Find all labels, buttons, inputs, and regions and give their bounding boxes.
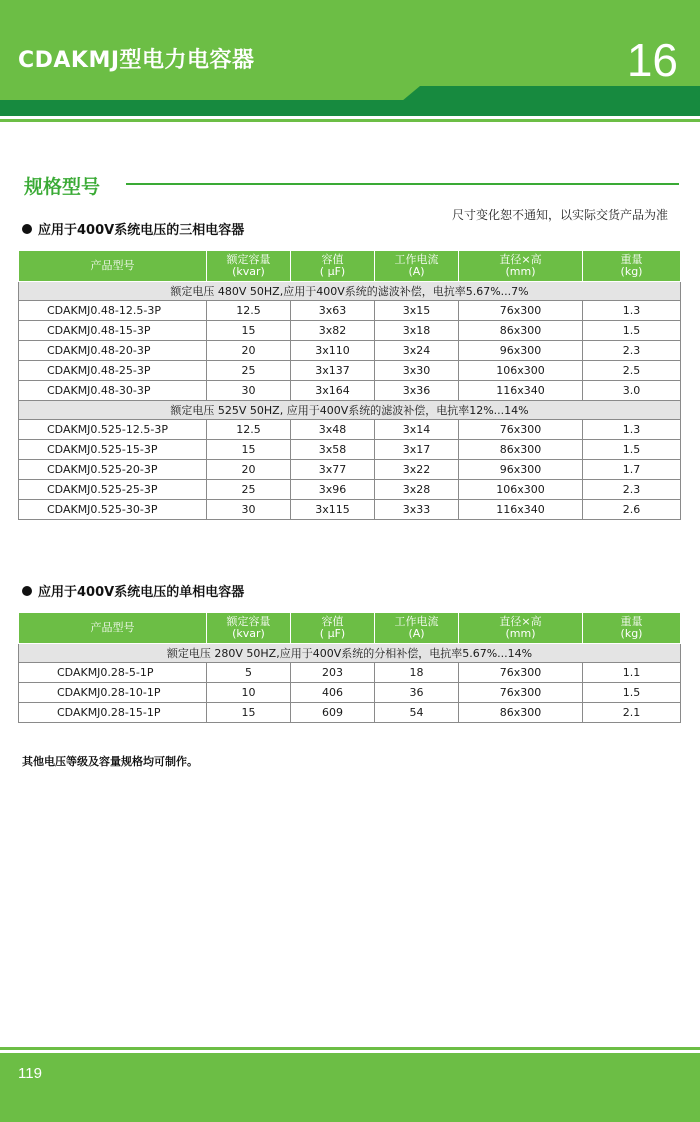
cell-current: 3x15 <box>375 301 459 321</box>
three-phase-table <box>18 250 681 520</box>
cell-current: 54 <box>375 703 459 723</box>
header-accent-band <box>0 86 700 116</box>
header-cell: 重量 (kg) <box>583 613 681 644</box>
header-cell: 工作电流 (A) <box>375 613 459 644</box>
cell-model: CDAKMJ0.48-25-3P <box>19 361 207 381</box>
section-rule <box>126 183 679 185</box>
header-divider <box>0 119 700 122</box>
group-label: 额定电压 480V 50HZ,应用于400V系统的滤波补偿，电抗率5.67%...7% <box>19 282 681 301</box>
cell-dimensions: 76x300 <box>459 420 583 440</box>
cell-current: 3x36 <box>375 381 459 401</box>
cell-current: 36 <box>375 683 459 703</box>
header-cell: 直径×高 (mm) <box>459 251 583 282</box>
cell-capacitance: 406 <box>291 683 375 703</box>
cell-dimensions: 76x300 <box>459 683 583 703</box>
table-row <box>19 381 681 401</box>
cell-capacity: 10 <box>207 683 291 703</box>
footer-divider <box>0 1047 700 1050</box>
cell-capacitance: 3x82 <box>291 321 375 341</box>
group-label: 额定电压 280V 50HZ,应用于400V系统的分相补偿，电抗率5.67%...14% <box>19 644 681 663</box>
footer-band <box>0 1053 700 1122</box>
group-label: 额定电压 525V 50HZ, 应用于400V系统的滤波补偿，电抗率12%...14% <box>19 401 681 420</box>
table-row <box>19 480 681 500</box>
table-row <box>19 361 681 381</box>
cell-weight: 3.0 <box>583 381 681 401</box>
cell-current: 3x17 <box>375 440 459 460</box>
header-cell: 工作电流 (A) <box>375 251 459 282</box>
cell-capacity: 20 <box>207 460 291 480</box>
cell-model: CDAKMJ0.28-10-1P <box>19 683 207 703</box>
cell-model: CDAKMJ0.28-5-1P <box>19 663 207 683</box>
cell-capacitance: 3x110 <box>291 341 375 361</box>
cell-weight: 2.3 <box>583 341 681 361</box>
cell-weight: 1.5 <box>583 321 681 341</box>
cell-capacitance: 3x58 <box>291 440 375 460</box>
cell-capacitance: 609 <box>291 703 375 723</box>
cell-weight: 1.3 <box>583 301 681 321</box>
cell-current: 18 <box>375 663 459 683</box>
single-phase-heading <box>22 581 244 600</box>
cell-model: CDAKMJ0.525-30-3P <box>19 500 207 520</box>
cell-current: 3x22 <box>375 460 459 480</box>
cell-model: CDAKMJ0.525-25-3P <box>19 480 207 500</box>
header-cell: 产品型号 <box>19 251 207 282</box>
table-row <box>19 703 681 723</box>
header-cell: 容值 ( μF) <box>291 613 375 644</box>
cell-capacity: 25 <box>207 361 291 381</box>
cell-current: 3x28 <box>375 480 459 500</box>
cell-dimensions: 86x300 <box>459 440 583 460</box>
cell-model: CDAKMJ0.525-20-3P <box>19 460 207 480</box>
cell-current: 3x18 <box>375 321 459 341</box>
disclaimer-note: 尺寸变化恕不通知，以实际交货产品为准 <box>452 208 669 222</box>
header-cell: 重量 (kg) <box>583 251 681 282</box>
three-phase-heading <box>22 219 244 238</box>
cell-model: CDAKMJ0.525-15-3P <box>19 440 207 460</box>
footnote: 其他电压等级及容量规格均可制作。 <box>22 755 198 768</box>
cell-dimensions: 86x300 <box>459 321 583 341</box>
cell-dimensions: 116x340 <box>459 381 583 401</box>
cell-capacitance: 3x164 <box>291 381 375 401</box>
cell-capacitance: 3x137 <box>291 361 375 381</box>
cell-weight: 2.6 <box>583 500 681 520</box>
header-cell: 额定容量 (kvar) <box>207 251 291 282</box>
bullet-icon <box>22 586 32 596</box>
cell-dimensions: 96x300 <box>459 460 583 480</box>
page-title: CDAKMJ型电力电容器 <box>18 48 255 73</box>
cell-dimensions: 76x300 <box>459 301 583 321</box>
three-phase-title: 应用于400V系统电压的三相电容器 <box>38 223 245 238</box>
cell-capacity: 12.5 <box>207 301 291 321</box>
page-number: 119 <box>18 1065 42 1082</box>
table-header-row <box>19 613 681 644</box>
cell-capacity: 25 <box>207 480 291 500</box>
chapter-number: 16 <box>626 34 678 86</box>
cell-weight: 2.3 <box>583 480 681 500</box>
cell-capacitance: 3x48 <box>291 420 375 440</box>
group-row <box>19 644 681 663</box>
table-row <box>19 420 681 440</box>
header-cell: 容值 ( μF) <box>291 251 375 282</box>
cell-dimensions: 96x300 <box>459 341 583 361</box>
cell-dimensions: 106x300 <box>459 480 583 500</box>
cell-capacitance: 3x115 <box>291 500 375 520</box>
cell-model: CDAKMJ0.48-12.5-3P <box>19 301 207 321</box>
single-phase-table <box>18 612 681 723</box>
cell-dimensions: 76x300 <box>459 663 583 683</box>
header-cell: 产品型号 <box>19 613 207 644</box>
cell-capacity: 12.5 <box>207 420 291 440</box>
cell-weight: 1.7 <box>583 460 681 480</box>
cell-weight: 2.5 <box>583 361 681 381</box>
cell-capacity: 15 <box>207 440 291 460</box>
cell-model: CDAKMJ0.525-12.5-3P <box>19 420 207 440</box>
cell-weight: 1.3 <box>583 420 681 440</box>
cell-model: CDAKMJ0.28-15-1P <box>19 703 207 723</box>
group-row <box>19 282 681 301</box>
table-row <box>19 500 681 520</box>
section-title: 规格型号 <box>24 176 101 198</box>
table-row <box>19 663 681 683</box>
cell-capacitance: 203 <box>291 663 375 683</box>
table-row <box>19 321 681 341</box>
header-cell: 额定容量 (kvar) <box>207 613 291 644</box>
cell-capacity: 15 <box>207 321 291 341</box>
cell-current: 3x33 <box>375 500 459 520</box>
table-row <box>19 341 681 361</box>
cell-weight: 1.1 <box>583 663 681 683</box>
cell-model: CDAKMJ0.48-20-3P <box>19 341 207 361</box>
single-phase-title: 应用于400V系统电压的单相电容器 <box>38 585 245 600</box>
header-cell: 直径×高 (mm) <box>459 613 583 644</box>
cell-weight: 2.1 <box>583 703 681 723</box>
cell-current: 3x14 <box>375 420 459 440</box>
cell-current: 3x24 <box>375 341 459 361</box>
cell-capacitance: 3x77 <box>291 460 375 480</box>
cell-capacitance: 3x96 <box>291 480 375 500</box>
table-row <box>19 683 681 703</box>
bullet-icon <box>22 224 32 234</box>
cell-current: 3x30 <box>375 361 459 381</box>
table-row <box>19 440 681 460</box>
cell-weight: 1.5 <box>583 440 681 460</box>
cell-capacity: 20 <box>207 341 291 361</box>
cell-weight: 1.5 <box>583 683 681 703</box>
table-header-row <box>19 251 681 282</box>
cell-dimensions: 86x300 <box>459 703 583 723</box>
cell-dimensions: 116x340 <box>459 500 583 520</box>
cell-model: CDAKMJ0.48-15-3P <box>19 321 207 341</box>
cell-capacity: 15 <box>207 703 291 723</box>
cell-capacitance: 3x63 <box>291 301 375 321</box>
table-row <box>19 301 681 321</box>
cell-model: CDAKMJ0.48-30-3P <box>19 381 207 401</box>
cell-dimensions: 106x300 <box>459 361 583 381</box>
cell-capacity: 30 <box>207 500 291 520</box>
cell-capacity: 30 <box>207 381 291 401</box>
cell-capacity: 5 <box>207 663 291 683</box>
group-row <box>19 401 681 420</box>
table-row <box>19 460 681 480</box>
